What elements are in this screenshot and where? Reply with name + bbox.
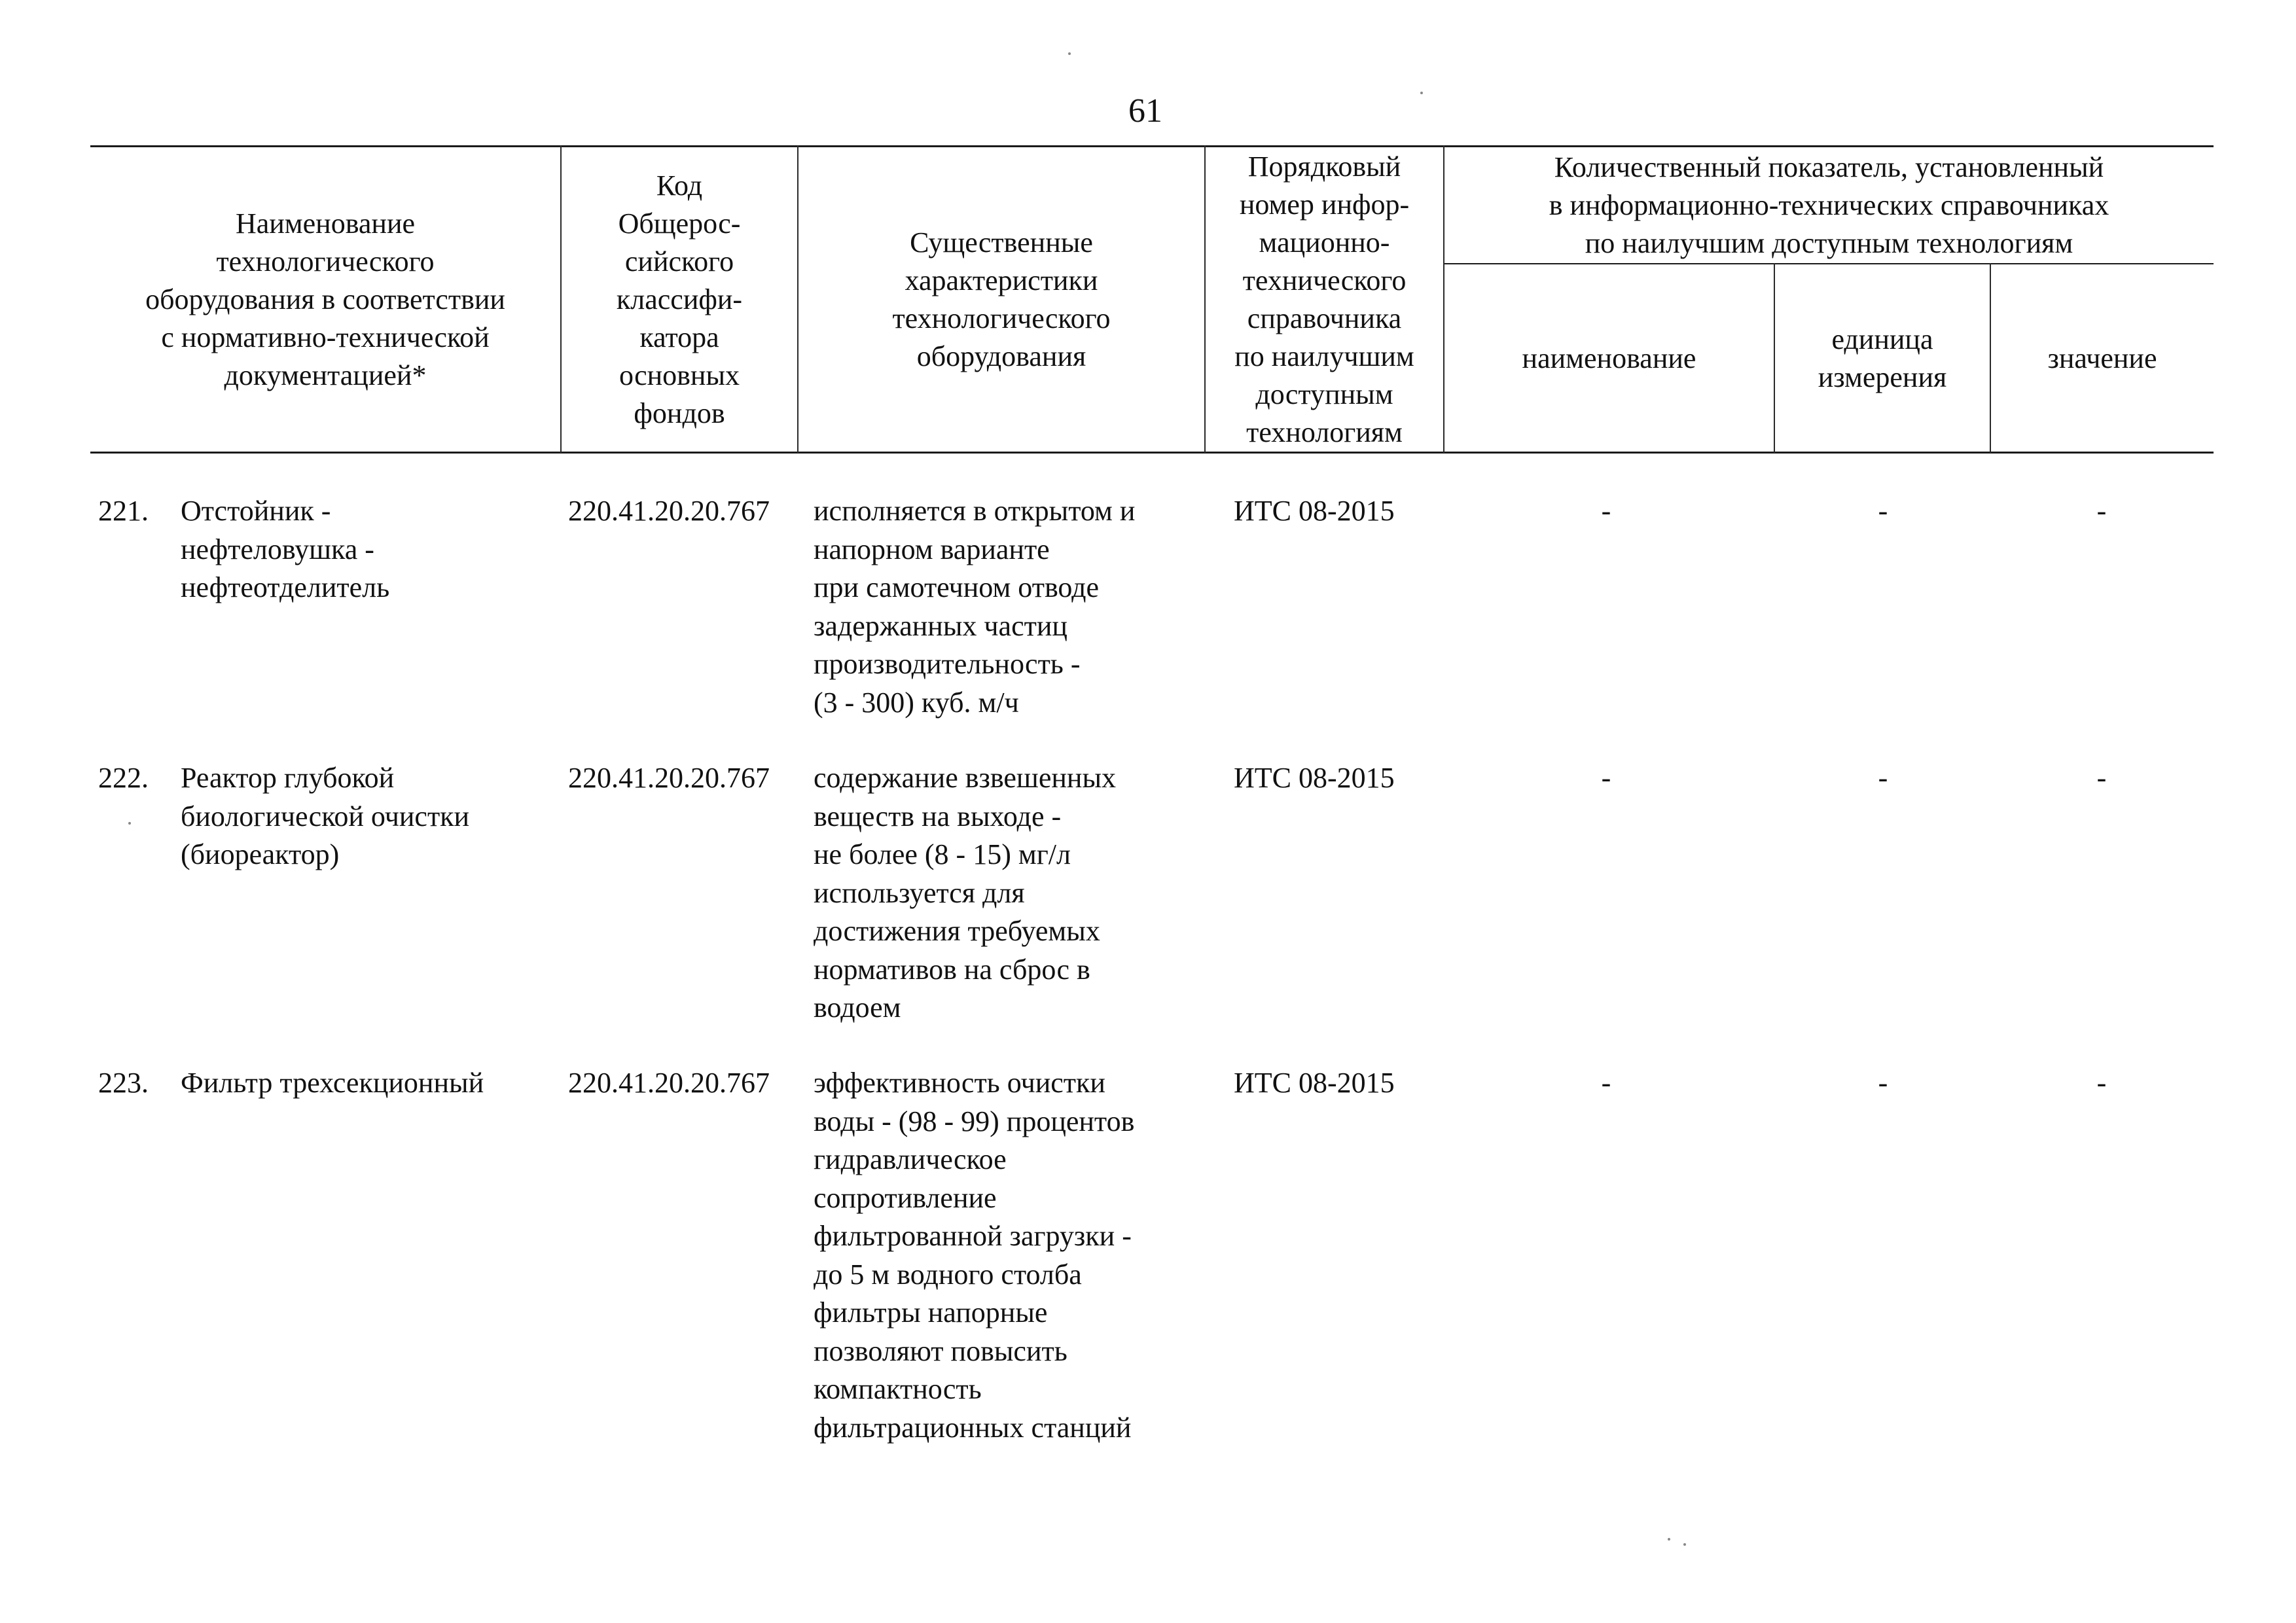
its-number: ИТС 08-2015 [1234,495,1395,527]
scan-speck [1683,1543,1686,1546]
row-number: 222. [98,762,149,794]
equipment-name: Фильтр трехсекционный [181,1067,484,1099]
scan-speck [128,822,131,825]
equipment-name: Реактор глубокой биологической очистки (биореактор) [181,762,470,870]
quantity-name: - [1601,762,1611,794]
scan-speck [1668,1538,1670,1541]
characteristics: исполняется в открытом и напорном варианте при самотечном отводе задержанных частиц производительность - (3 - 300) куб. м/ч [814,495,1136,719]
header-bottom-rule [90,452,2214,454]
quantity-unit: - [1878,495,1888,527]
header-sub-rule [1443,263,2214,264]
header-characteristics: Существенные характеристики технологического оборудования [892,226,1111,372]
header-quantitative-indicator: Количественный показатель, установленный в информационно-технических справочниках по наилучшим доступным технологиям [1549,151,2109,259]
scan-speck [1068,52,1071,55]
header-sub-value: значение [2047,342,2157,374]
row-number: 221. [98,495,149,527]
equipment-name: Отстойник - нефтеловушка - нефтеотделитель [181,495,390,603]
header-sub-unit: единица измерения [1818,323,1947,393]
quantity-name: - [1601,495,1611,527]
quantity-value: - [2096,495,2107,527]
its-number: ИТС 08-2015 [1234,1067,1395,1099]
okof-code: 220.41.20.20.767 [568,762,770,794]
page-number: 61 [1128,92,1162,130]
header-okof-code: Код Общерос- сийского классифи- катора основных фондов [616,169,743,429]
quantity-name: - [1601,1067,1611,1099]
okof-code: 220.41.20.20.767 [568,495,770,527]
header-sub-name: наименование [1522,342,1696,374]
quantity-unit: - [1878,1067,1888,1099]
characteristics: содержание взвешенных веществ на выходе - не более (8 - 15) мг/л используется для достижения требуемых нормативов на сброс в водоем [814,762,1116,1024]
quantity-value: - [2096,762,2107,794]
header-equipment-name: Наименование технологического оборудования в соответствии с нормативно-технической документацией* [145,207,505,391]
characteristics: эффективность очистки воды - (98 - 99) процентов гидравлическое сопротивление фильтрованной загрузки - до 5 м водного столба фильтры напорные позволяют повысить компактность фильтрационных станций [814,1067,1135,1444]
okof-code: 220.41.20.20.767 [568,1067,770,1099]
row-number: 223. [98,1067,149,1099]
scan-speck [1420,92,1423,94]
header-its-number: Порядковый номер инфор- мационно- технического справочника по наилучшим доступным технологиям [1234,150,1414,448]
quantity-value: - [2096,1067,2107,1099]
its-number: ИТС 08-2015 [1234,762,1395,794]
quantity-unit: - [1878,762,1888,794]
